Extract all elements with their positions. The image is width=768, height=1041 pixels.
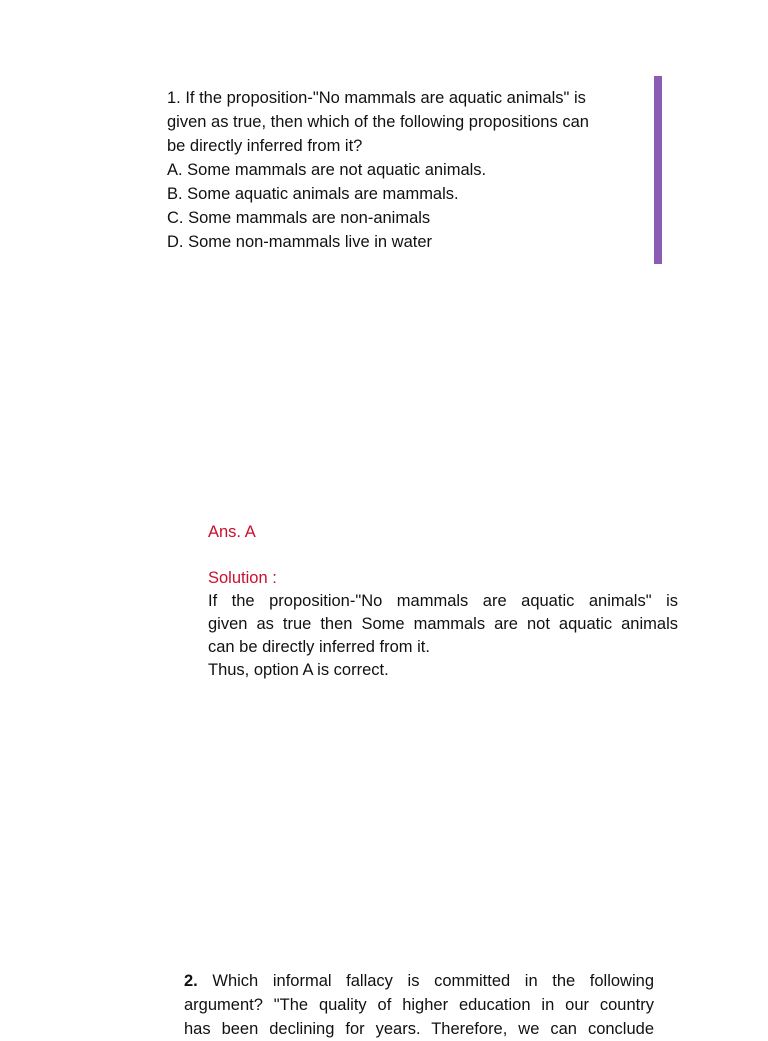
solution-line: Thus, option A is correct. [208, 661, 389, 679]
question-2-line: has been declining for years. Therefore, we can conclude [184, 1020, 654, 1038]
question-2-line-1 [184, 969, 654, 993]
answer-block [208, 521, 678, 682]
answer-label: Ans. A [208, 523, 256, 541]
question-1-line: 1. If the proposition-"No mammals are aquatic animals" is [167, 89, 586, 107]
solution-text [208, 590, 678, 682]
solution-label: Solution : [208, 569, 277, 587]
option-a: A. Some mammals are not aquatic animals. [167, 161, 487, 179]
option-c: C. Some mammals are non-animals [167, 209, 431, 227]
question-1-line: given as true, then which of the following propositions can [167, 113, 589, 131]
question-2 [184, 969, 654, 1041]
option-b: B. Some aquatic animals are mammals. [167, 185, 459, 203]
question-2-text: Which informal fallacy is committed in the following [212, 972, 654, 990]
option-d: D. Some non-mammals live in water [167, 233, 432, 251]
question-1-line: be directly inferred from it? [167, 137, 363, 155]
question-2-number: 2. [184, 972, 198, 990]
solution-line: If the proposition-"No mammals are aquatic animals" is [208, 592, 678, 610]
solution-line: given as true then Some mammals are not aquatic animals [208, 615, 678, 633]
question-2-line: argument? "The quality of higher education in our country [184, 996, 654, 1014]
question-1 [167, 86, 642, 254]
accent-bar [654, 76, 662, 264]
solution-line: can be directly inferred from it. [208, 638, 430, 656]
